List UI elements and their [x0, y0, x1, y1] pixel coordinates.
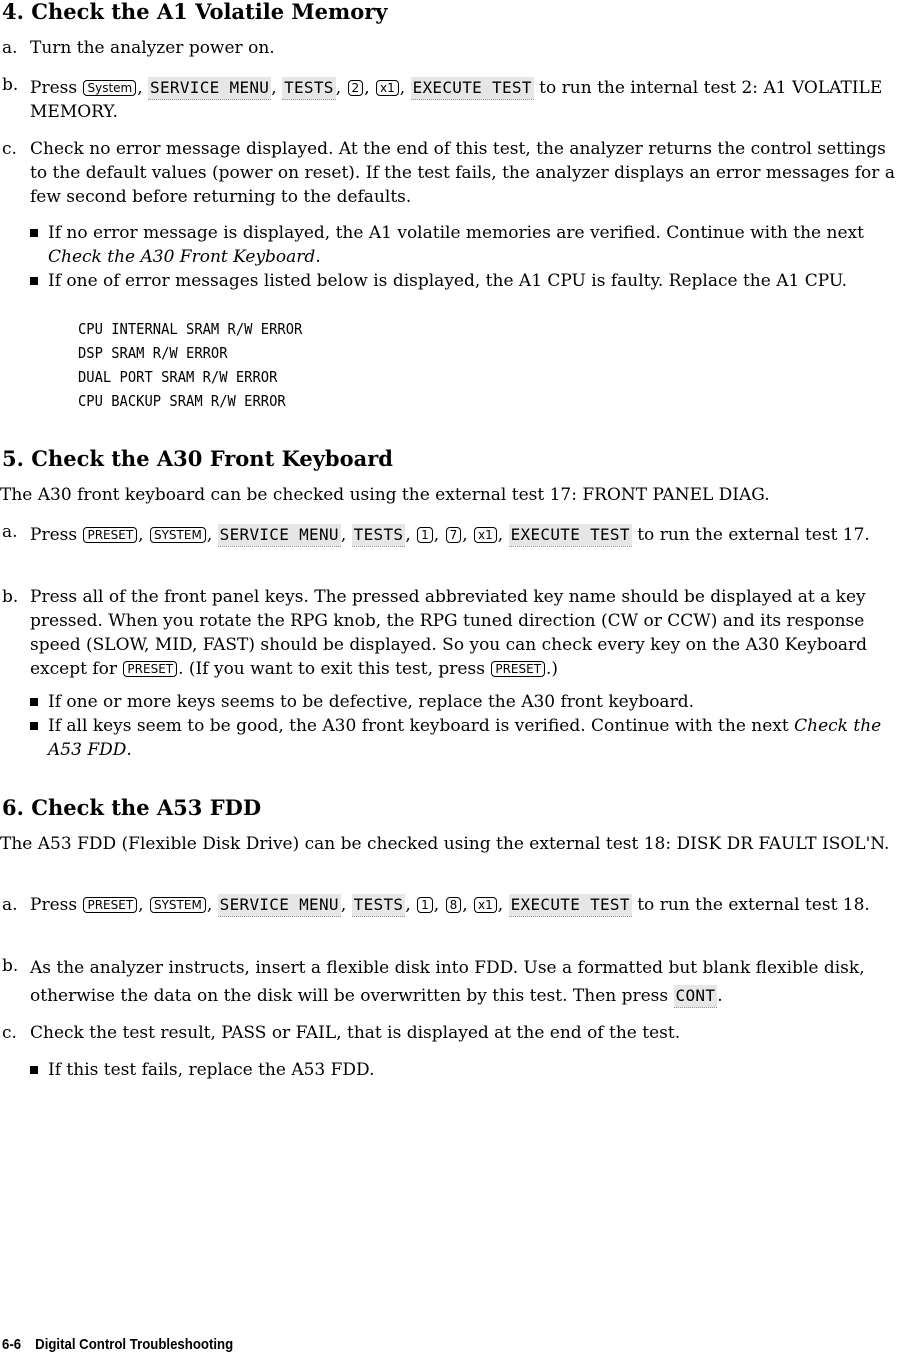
error-message-2: DSP SRAM R/W ERROR [78, 344, 228, 362]
system-hardkey: SYSTEM [150, 897, 206, 913]
step-mid: . (If you want to exit this test, press [178, 659, 485, 679]
x1-hardkey: x1 [474, 527, 497, 543]
system-hardkey: System [83, 80, 136, 96]
preset-hardkey-exit: PRESET [491, 661, 545, 677]
key-8-hardkey: 8 [446, 897, 462, 913]
tests-softkey: TESTS [352, 524, 406, 547]
execute-test-softkey: EXECUTE TEST [411, 77, 534, 100]
press-text: Press [30, 78, 78, 98]
x1-hardkey: x1 [474, 897, 497, 913]
execute-test-softkey: EXECUTE TEST [509, 524, 632, 547]
key-2-hardkey: 2 [348, 80, 364, 96]
key-1-hardkey: 1 [417, 527, 433, 543]
step-label: b. [2, 956, 19, 976]
step-text: Turn the analyzer power on. [30, 38, 275, 58]
step-text: Press PRESET , SYSTEM , SERVICE MENU , TESTS , 1 , 7 , x1 , EXECUTE TEST to run the external test 17. [30, 525, 870, 545]
error-message-3: DUAL PORT SRAM R/W ERROR [78, 368, 278, 386]
bullet-end: . [315, 247, 321, 267]
step-label: b. [2, 587, 19, 607]
step-label: a. [2, 522, 18, 542]
step-label: a. [2, 38, 18, 58]
tests-softkey: TESTS [282, 77, 336, 100]
step-tail: to run the internal test 2: A1 VOLATILE MEMORY. [30, 78, 883, 122]
step-end: .) [546, 659, 559, 679]
bullet-text: If one or more keys seems to be defective, replace the A30 front keyboard. [48, 692, 694, 712]
service-menu-softkey: SERVICE MENU [148, 77, 271, 100]
section-4-heading: 4. Check the A1 Volatile Memory [2, 0, 388, 24]
bullet-body: If no error message is displayed, the A1 volatile memories are verified. Continue with the next [48, 223, 864, 243]
bullet-text: If one of error messages listed below is displayed, the A1 CPU is faulty. Replace the A1 CPU. [48, 271, 848, 291]
bullet-square-icon [30, 722, 38, 730]
service-menu-softkey: SERVICE MENU [218, 894, 341, 917]
section-5-heading: 5. Check the A30 Front Keyboard [2, 446, 393, 471]
step-label: c. [2, 1023, 17, 1043]
error-message-1: CPU INTERNAL SRAM R/W ERROR [78, 320, 303, 338]
step-text: Press PRESET , SYSTEM , SERVICE MENU , TESTS , 1 , 8 , x1 , EXECUTE TEST to run the external test 18. [30, 895, 870, 915]
section-6-intro: The A53 FDD (Flexible Disk Drive) can be checked using the external test 18: DISK DR FAULT ISOL'N. [0, 834, 890, 854]
step-text: Check the test result, PASS or FAIL, that is displayed at the end of the test. [30, 1023, 681, 1043]
step-body: Press all of the front panel keys. The pressed abbreviated key name should be displayed at a key pressed. When you rotate the RPG knob, the RPG tuned direction (CW or CCW) and its response speed (SLOW, MID, FAST) should be displayed. So you can check every key on the A30 Keyboard except for [30, 587, 867, 679]
cont-softkey: CONT [674, 985, 718, 1008]
step-text: Press System , SERVICE MENU , TESTS , 2 , x1 , EXECUTE TEST to run the internal test 2: A1 VOLATILE MEMORY. [30, 78, 883, 122]
system-hardkey: SYSTEM [150, 527, 206, 543]
step-label: a. [2, 895, 18, 915]
step-end: . [717, 986, 723, 1006]
page-footer [2, 1336, 233, 1354]
step-body: As the analyzer instructs, insert a flexible disk into FDD. Use a formatted but blank flexible disk, otherwise the data on the disk will be overwritten by this test. Then press [30, 958, 865, 1006]
key-7-hardkey: 7 [446, 527, 462, 543]
bullet-body: If all keys seem to be good, the A30 front keyboard is verified. Continue with the next [48, 716, 789, 736]
section-6-heading: 6. Check the A53 FDD [2, 795, 262, 820]
tests-softkey: TESTS [352, 894, 406, 917]
preset-hardkey: PRESET [83, 897, 137, 913]
step-text [30, 954, 902, 1010]
press-text: Press [30, 525, 78, 545]
step-text: Check no error message displayed. At the end of this test, the analyzer returns the control settings to the default values (power on reset). If the test fails, the analyzer displays an error messages for a few second before returning to the defaults. [30, 139, 895, 207]
press-text: Press [30, 895, 78, 915]
key-1-hardkey: 1 [417, 897, 433, 913]
bullet-text [48, 221, 900, 269]
bullet-square-icon [30, 1066, 38, 1074]
step-label: b. [2, 75, 19, 95]
bullet-end: . [126, 740, 132, 760]
bullet-square-icon [30, 698, 38, 706]
preset-hardkey: PRESET [83, 527, 137, 543]
bullet-text [48, 714, 900, 762]
x1-hardkey: x1 [376, 80, 399, 96]
cross-reference: Check the A30 Front Keyboard [48, 247, 316, 267]
bullet-square-icon [30, 229, 38, 237]
step-text [30, 585, 902, 681]
cross-reference: Check the A53 FDD [48, 716, 882, 760]
bullet-square-icon [30, 277, 38, 285]
chapter-title: Digital Control Troubleshooting [35, 1336, 234, 1353]
bullet-text: If this test fails, replace the A53 FDD. [48, 1060, 375, 1080]
section-5-intro: The A30 front keyboard can be checked using the external test 17: FRONT PANEL DIAG. [0, 485, 770, 505]
step-tail: to run the external test 18. [637, 895, 870, 915]
service-menu-softkey: SERVICE MENU [218, 524, 341, 547]
step-tail: to run the external test 17. [637, 525, 870, 545]
error-message-4: CPU BACKUP SRAM R/W ERROR [78, 392, 286, 410]
execute-test-softkey: EXECUTE TEST [509, 894, 632, 917]
preset-hardkey: PRESET [123, 661, 177, 677]
page-number: 6-6 [2, 1336, 22, 1353]
step-label: c. [2, 139, 17, 159]
